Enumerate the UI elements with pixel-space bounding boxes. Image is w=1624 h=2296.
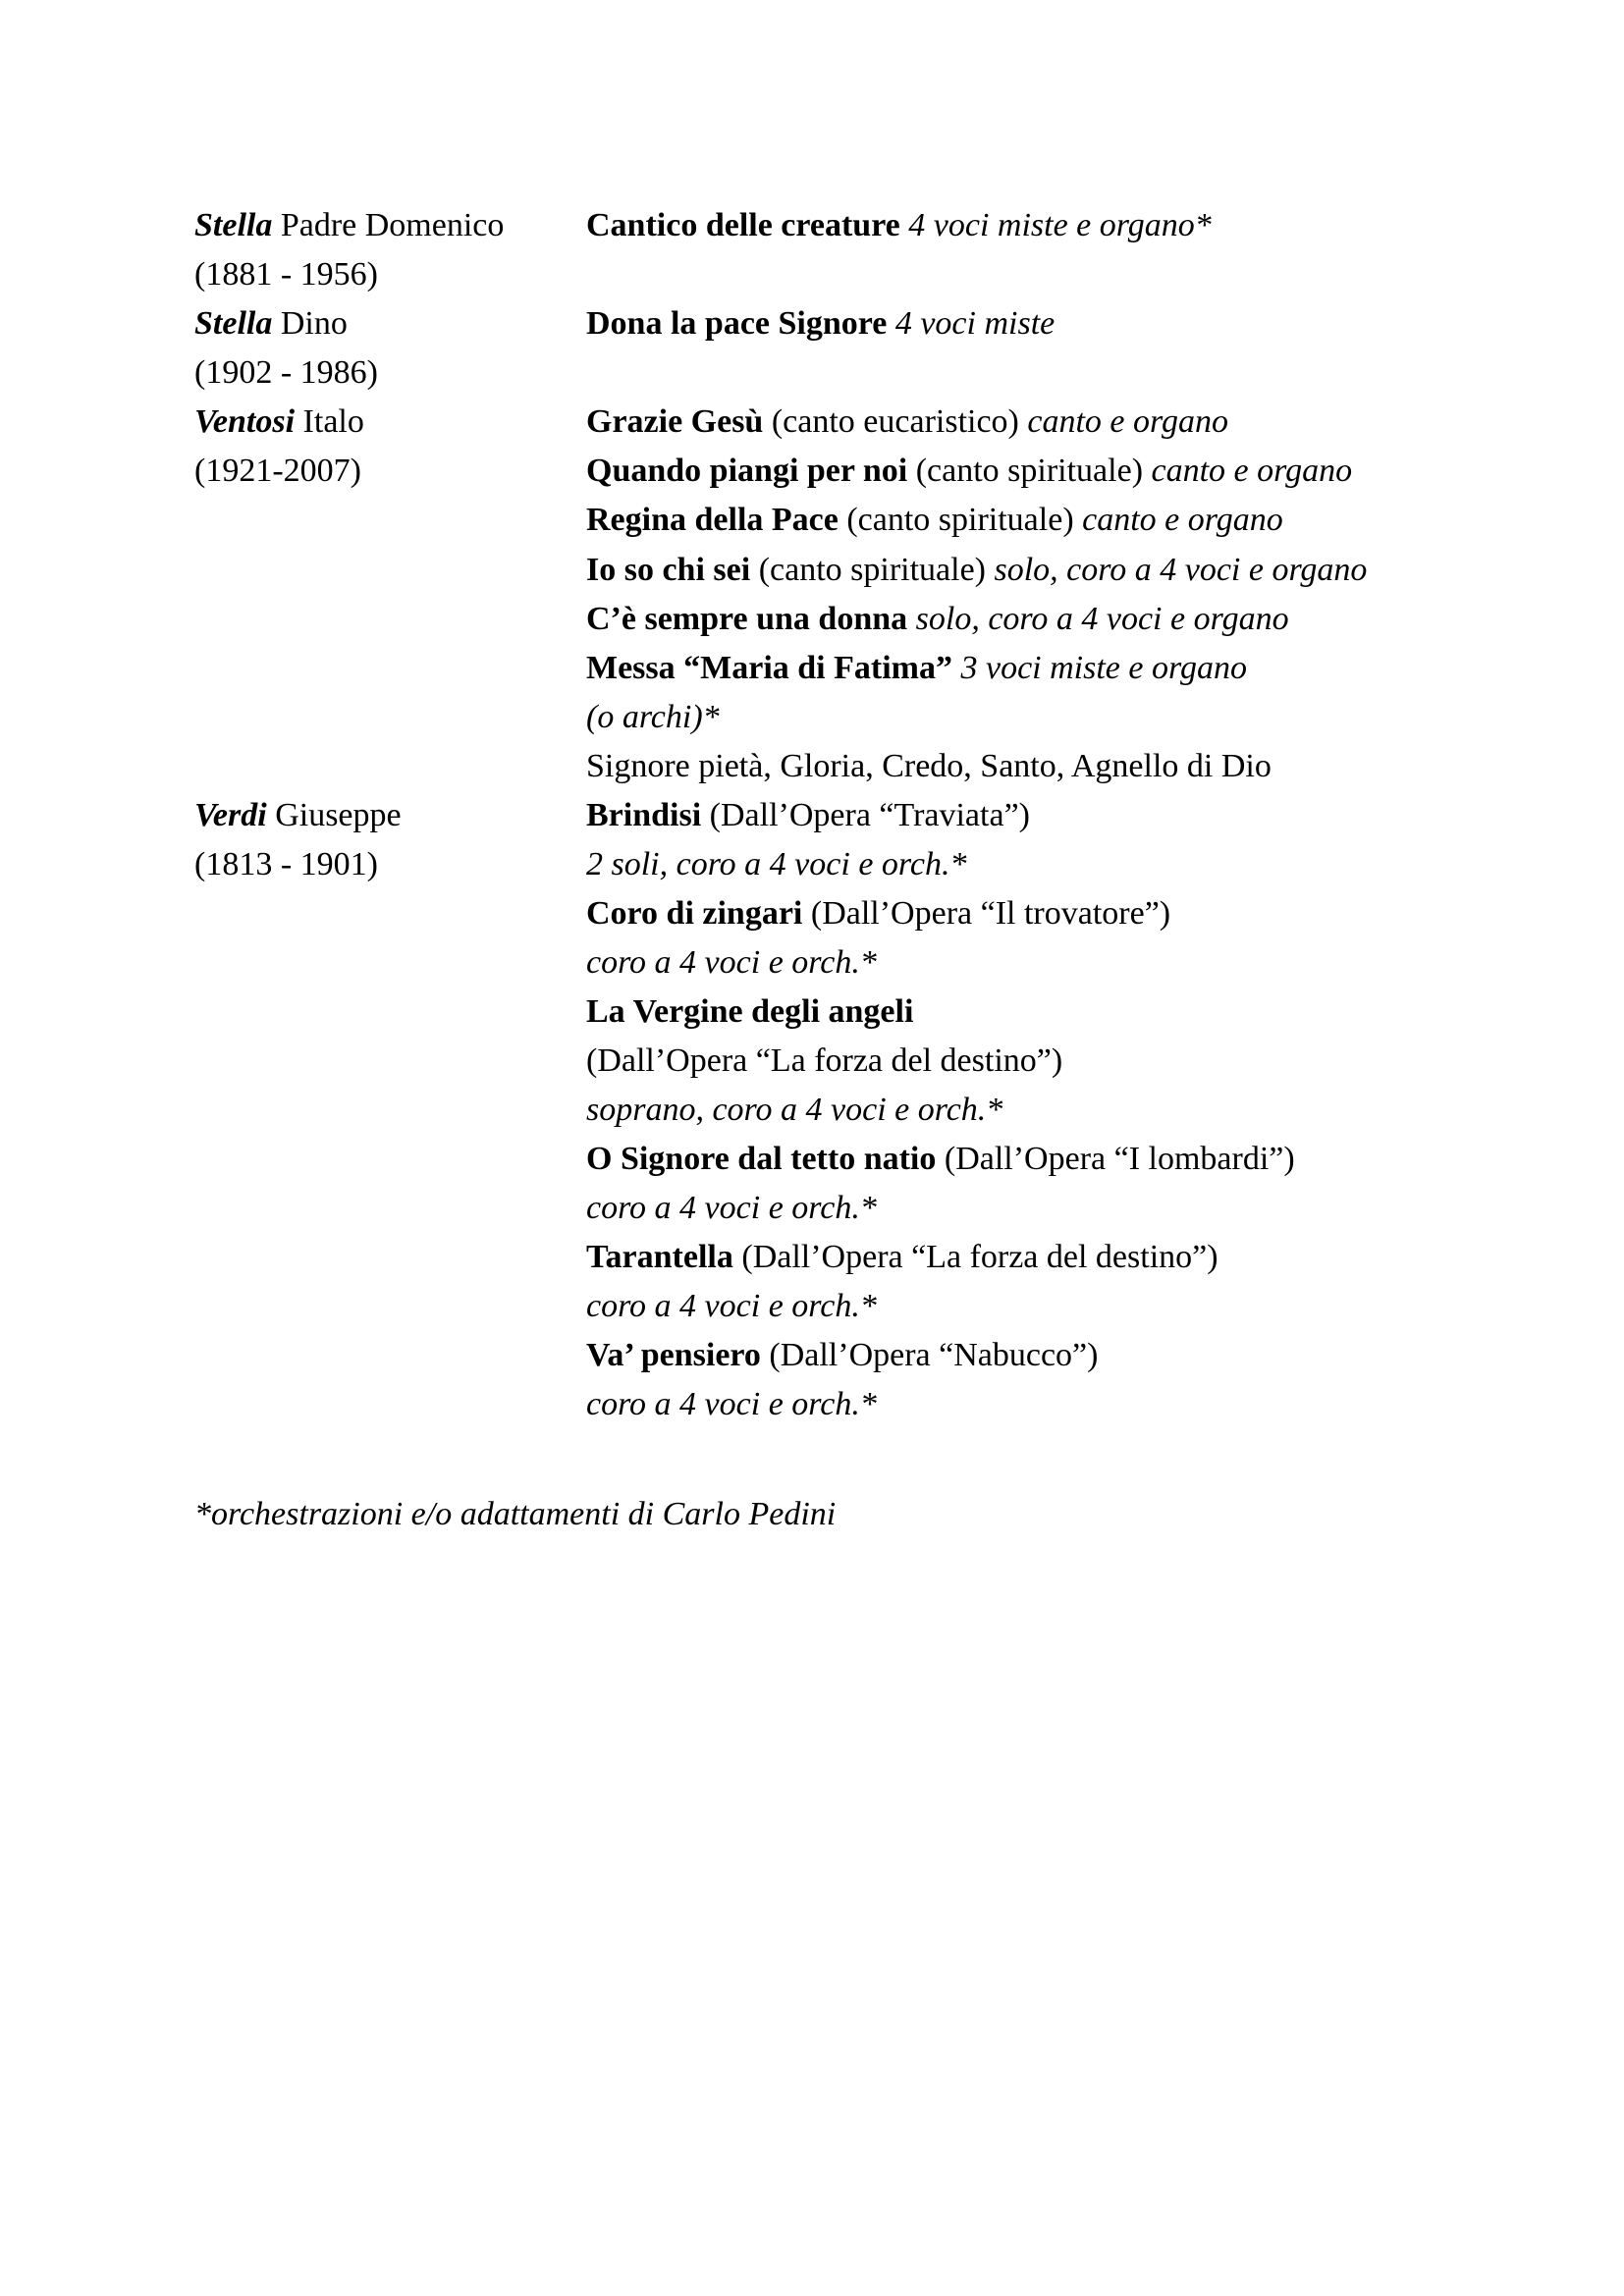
work-entry <box>586 1233 1218 1282</box>
work-note: (canto spirituale) <box>758 552 986 588</box>
work-scoring: canto e organo <box>1082 502 1283 538</box>
work-entry <box>586 791 1030 840</box>
work-scoring: coro a 4 voci e orch.* <box>586 1386 877 1422</box>
work-title: Coro di zingari <box>586 895 803 932</box>
composer-given-name: Padre Domenico <box>280 207 505 243</box>
composer-dates: (1902 - 1986) <box>194 354 378 391</box>
composer-surname: Verdi <box>194 797 267 833</box>
work-scoring: canto e organo <box>1027 403 1228 440</box>
work-title: O Signore dal tetto natio <box>586 1141 937 1177</box>
work-entry <box>586 889 1170 938</box>
work-source: (Dall’Opera “Il trovatore”) <box>810 895 1171 932</box>
composer-given-name: Dino <box>280 305 348 342</box>
work-title: Tarantella <box>586 1239 733 1275</box>
composer-dates: (1813 - 1901) <box>194 846 378 882</box>
work-title: Regina della Pace <box>586 502 839 538</box>
composer-given-name: Italo <box>302 403 364 440</box>
work-source: (Dall’Opera “La forza del destino”) <box>586 1042 1063 1079</box>
work-source: (Dall’Opera “Traviata”) <box>709 797 1030 833</box>
work-note: (canto spirituale) <box>915 453 1144 489</box>
work-entry <box>586 644 1247 693</box>
work-entry <box>586 546 1367 595</box>
composer-given-name: Giuseppe <box>275 797 402 833</box>
work-scoring: coro a 4 voci e orch.* <box>586 1190 877 1226</box>
work-source: (Dall’Opera “I lombardi”) <box>944 1141 1295 1177</box>
work-entry <box>586 398 1228 447</box>
work-scoring: solo, coro a 4 voci e organo <box>915 601 1289 637</box>
composer-dates: (1921-2007) <box>194 453 361 489</box>
work-source: (Dall’Opera “La forza del destino”) <box>741 1239 1218 1275</box>
work-title: C’è sempre una donna <box>586 601 908 637</box>
composer-dates: (1881 - 1956) <box>194 256 378 293</box>
work-entry <box>586 447 1352 496</box>
work-title: Quando piangi per noi <box>586 453 908 489</box>
work-entry <box>586 1135 1295 1184</box>
composer-surname: Stella <box>194 207 273 243</box>
work-scoring: 4 voci miste e organo* <box>908 207 1212 243</box>
work-entry <box>586 496 1283 545</box>
work-scoring: 4 voci miste <box>894 305 1056 342</box>
work-title: Io so chi sei <box>586 552 751 588</box>
work-scoring: coro a 4 voci e orch.* <box>586 1288 877 1324</box>
work-title: Dona la pace Signore <box>586 305 888 342</box>
work-note: (canto spirituale) <box>846 502 1074 538</box>
work-scoring: (o archi)* <box>586 699 720 735</box>
composer-name <box>194 791 402 840</box>
work-entry <box>586 595 1289 644</box>
work-entry <box>586 299 1055 348</box>
work-scoring: coro a 4 voci e orch.* <box>586 944 877 981</box>
work-title: Messa “Maria di Fatima” <box>586 650 952 686</box>
work-scoring: canto e organo <box>1151 453 1353 489</box>
composer-surname: Stella <box>194 305 273 342</box>
work-title: La Vergine degli angeli <box>586 993 914 1030</box>
work-scoring: solo, coro a 4 voci e organo <box>994 552 1368 588</box>
work-title: Brindisi <box>586 797 702 833</box>
work-entry <box>586 1331 1098 1380</box>
composer-name <box>194 201 504 250</box>
work-scoring: 2 soli, coro a 4 voci e orch.* <box>586 846 967 882</box>
work-title: Grazie Gesù <box>586 403 764 440</box>
work-note: (canto eucaristico) <box>771 403 1019 440</box>
work-scoring: soprano, coro a 4 voci e orch.* <box>586 1092 1003 1128</box>
composer-name <box>194 398 364 447</box>
composer-surname: Ventosi <box>194 403 296 440</box>
work-title: Va’ pensiero <box>586 1337 761 1373</box>
work-scoring: 3 voci miste e organo <box>960 650 1247 686</box>
work-parts: Signore pietà, Gloria, Credo, Santo, Agnello di Dio <box>586 748 1272 784</box>
work-entry <box>586 201 1212 250</box>
composer-name <box>194 299 348 348</box>
work-source: (Dall’Opera “Nabucco”) <box>769 1337 1099 1373</box>
footnote: *orchestrazioni e/o adattamenti di Carlo Pedini <box>194 1496 837 1532</box>
work-title: Cantico delle creature <box>586 207 900 243</box>
